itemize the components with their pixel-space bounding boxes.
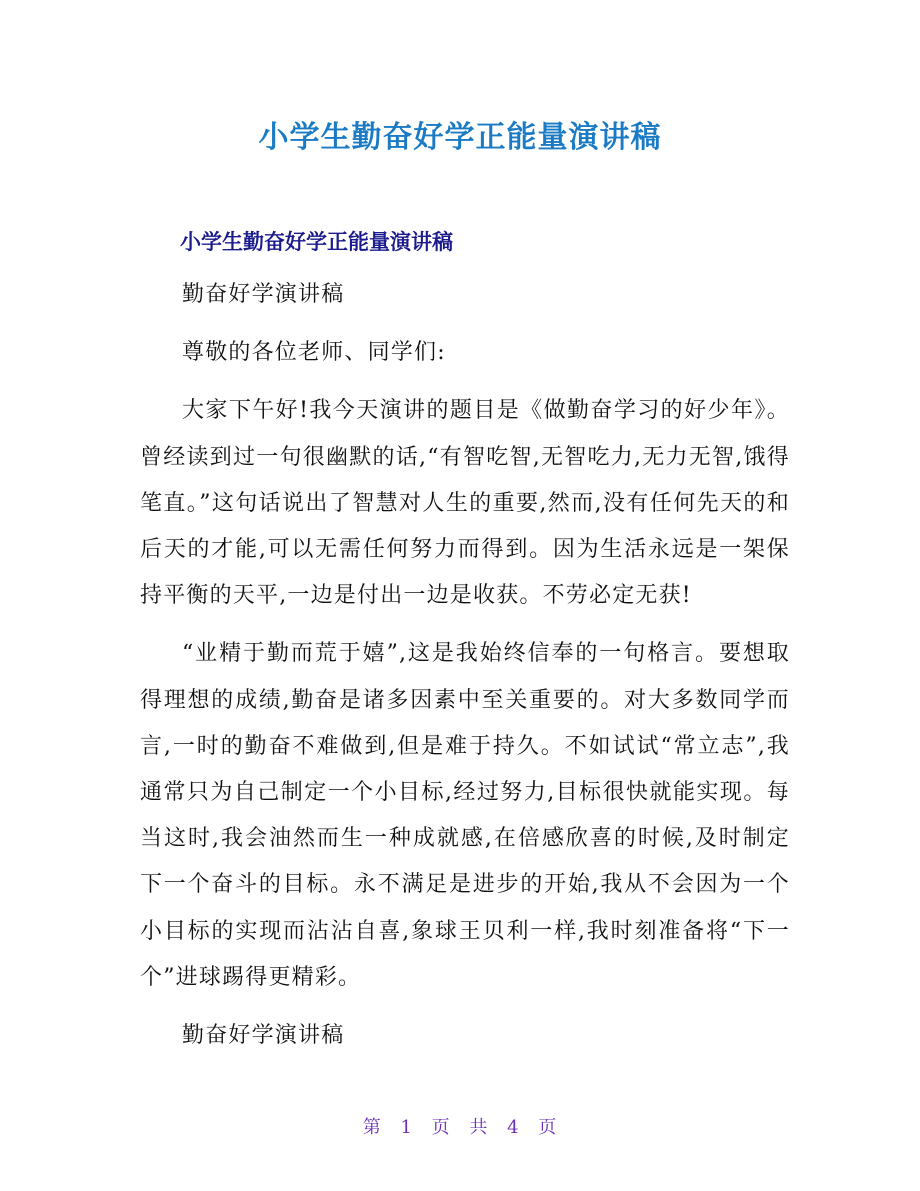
footer-current-page: 1 [400, 1117, 413, 1138]
paragraph: “业精于勤而荒于嬉”,这是我始终信奉的一句格言。要想取得理想的成绩,勤奋是诸多因素中至关重要的。对大多数同学而言,一时的勤奋不难做到,但是难于持久。不如试试“常立志”,我通常只为自己制定一个小目标,经过努力,目标很快就能实现。每当这时,我会油然而生一种成就感,在倍感欣喜的时候,及时制定下一个奋斗的目标。永不满足是进步的开始,我从不会因为一个小目标的实现而沾沾自喜,象球王贝利一样,我时刻准备将“下一个”进球踢得更精彩。 [140, 641, 790, 990]
paragraph-heading-repeat: 勤奋好学演讲稿 [182, 1023, 345, 1049]
paragraph: 大家下午好!我今天演讲的题目是《做勤奋学习的好少年》。曾经读到过一句很幽默的话,“有智吃智,无智吃力,无力无智,饿得笔直。”这句话说出了智慧对人生的重要,然而,没有任何先天的和后天的才能,可以无需任何努力而得到。因为生活永远是一架保持平衡的天平,一边是付出一边是收获。不劳必定无获! [140, 398, 790, 609]
document-body [140, 272, 790, 1071]
page-footer [0, 1113, 920, 1139]
paragraph-heading: 勤奋好学演讲稿 [182, 282, 345, 307]
paragraph-salutation: 尊敬的各位老师、同学们: [182, 340, 446, 366]
section-title: 小学生勤奋好学正能量演讲稿 [180, 230, 453, 254]
footer-prefix: 第 [362, 1117, 382, 1138]
page-title: 小学生勤奋好学正能量演讲稿 [258, 120, 662, 155]
footer-suffix: 页 [538, 1117, 558, 1138]
footer-page-word: 页 [431, 1117, 451, 1138]
footer-total-word: 共 [469, 1117, 489, 1138]
footer-total-pages: 4 [507, 1117, 520, 1138]
